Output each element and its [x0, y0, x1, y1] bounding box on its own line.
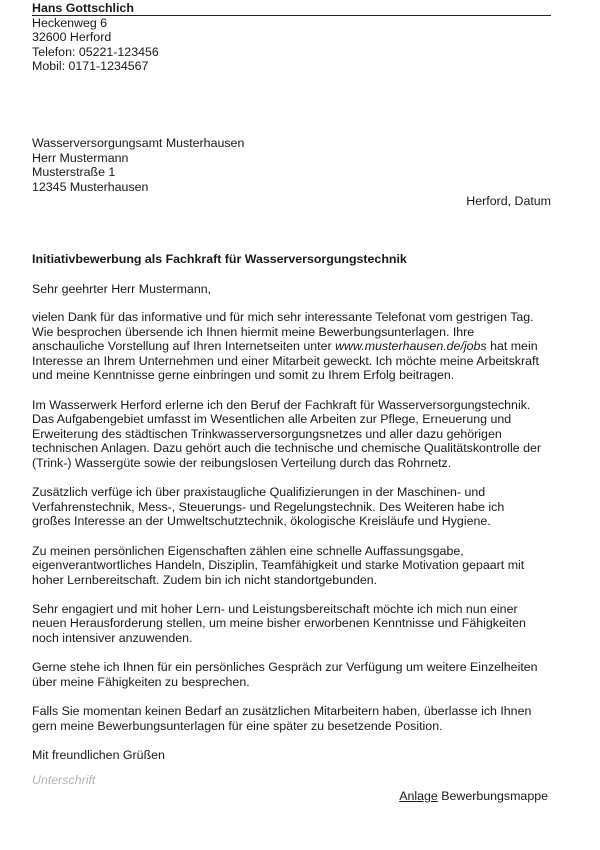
text-segment: hat mein: [486, 339, 538, 354]
recipient-city: 12345 Musterhausen: [32, 179, 149, 194]
signature-placeholder: Unterschrift: [32, 773, 96, 787]
letter-date: Herford, Datum: [466, 194, 551, 208]
paragraph-3: [32, 485, 552, 529]
text-line: (Trink-) Wassergüte sowie der reibungslosen Verteilung durch das Rohrnetz.: [32, 455, 452, 470]
sender-street: Heckenweg 6: [32, 15, 108, 30]
text-line: eigenverantwortliches Handeln, Disziplin, Teamfähigkeit und starke Motivation gepaart mit: [32, 558, 525, 573]
recipient-person: Herr Mustermann: [32, 150, 129, 165]
recipient-address: [32, 136, 432, 194]
text-segment: anschauliche Vorstellung auf Ihren Internetseiten unter: [32, 339, 336, 354]
text-line: Zu meinen persönlichen Eigenschaften zählen eine schnelle Auffassungsgabe,: [32, 543, 464, 558]
text-line: neuen Herausforderung stellen, um meine bisher erworbenen Kenntnisse und Fähigkeiten: [32, 616, 526, 631]
text-line: hoher Lernbereitschaft. Zudem bin ich nicht standortgebunden.: [32, 572, 378, 587]
text-line: Im Wasserwerk Herford erlerne ich den Beruf der Fachkraft für Wasserversorgungstechnik.: [32, 397, 531, 412]
closing-formula: Mit freundlichen Grüßen: [32, 747, 165, 762]
letter-body: [32, 310, 552, 777]
salutation: Sehr geehrter Herr Mustermann,: [32, 282, 212, 296]
text-line: [32, 339, 552, 354]
attachment-text: Bewerbungsmappe: [437, 789, 548, 803]
paragraph-7: [32, 704, 552, 733]
attachment-label: Anlage: [399, 789, 438, 803]
text-line: gern meine Bewerbungsunterlagen für eine später zu besetzende Position.: [32, 718, 443, 733]
paragraph-1: [32, 310, 552, 383]
text-line: noch intensiver anzuwenden.: [32, 631, 193, 646]
paragraph-2: [32, 398, 552, 471]
text-line: Verfahrenstechnik, Mess-, Steuerungs- und Regelungstechnik. Des Weiteren habe ich: [32, 499, 505, 514]
letter-subject: Initiativbewerbung als Fachkraft für Wasserversorgungstechnik: [32, 252, 407, 266]
recipient-street: Musterstraße 1: [32, 165, 116, 180]
text-line: Interesse an Ihrem Unternehmen und einer Mitarbeit geweckt. Ich möchte meine Arbeitskraft: [32, 353, 539, 368]
paragraph-4: [32, 544, 552, 588]
sender-city: 32600 Herford: [32, 30, 112, 45]
text-line: Erweiterung des städtischen Trinkwasserversorgungsnetzes und aller dazu gehörigen: [32, 426, 502, 441]
text-line: über meine Fähigkeiten zu besprechen.: [32, 674, 250, 689]
website-link: www.musterhausen.de/jobs: [335, 339, 487, 354]
paragraph-5: [32, 602, 552, 646]
sender-address: [32, 1, 552, 74]
attachment-note: [399, 789, 548, 804]
text-line: Das Aufgabengebiet umfasst im Wesentlichen alle Arbeiten zur Pflege, Erneuerung und: [32, 412, 512, 427]
recipient-org: Wasserversorgungsamt Musterhausen: [32, 136, 245, 150]
sender-phone: Telefon: 05221-123456: [32, 44, 159, 59]
header-divider: [32, 15, 551, 16]
text-line: Gerne stehe ich Ihnen für ein persönliches Gespräch zur Verfügung um weitere Einzelheiten: [32, 660, 538, 675]
sender-name: Hans Gottschlich: [32, 1, 134, 15]
text-line: und meine Kenntnisse gerne einbringen und somit zu Ihrem Erfolg beitragen.: [32, 368, 455, 383]
sender-mobile: Mobil: 0171-1234567: [32, 59, 149, 74]
text-line: Sehr engagiert und mit hoher Lern- und Leistungsbereitschaft möchte ich mich nun einer: [32, 601, 518, 616]
text-line: Falls Sie momentan keinen Bedarf an zusätzlichen Mitarbeitern haben, überlasse ich Ihnen: [32, 704, 532, 719]
text-line: Wie besprochen übersende ich Ihnen hiermit meine Bewerbungsunterlagen. Ihre: [32, 324, 475, 339]
paragraph-6: [32, 660, 552, 689]
text-line: Zusätzlich verfüge ich über praxistaugliche Qualifizierungen in der Maschinen- und: [32, 485, 486, 500]
text-line: technischen Anlagen. Dazu gehört auch die technische und chemische Qualitätskontrolle der: [32, 441, 542, 456]
text-line: großes Interesse an der Umweltschutztechnik, ökologische Kreisläufe und Hygiene.: [32, 514, 491, 529]
text-line: vielen Dank für das informative und für mich sehr interessante Telefonat vom gestrigen Tag.: [32, 310, 534, 324]
